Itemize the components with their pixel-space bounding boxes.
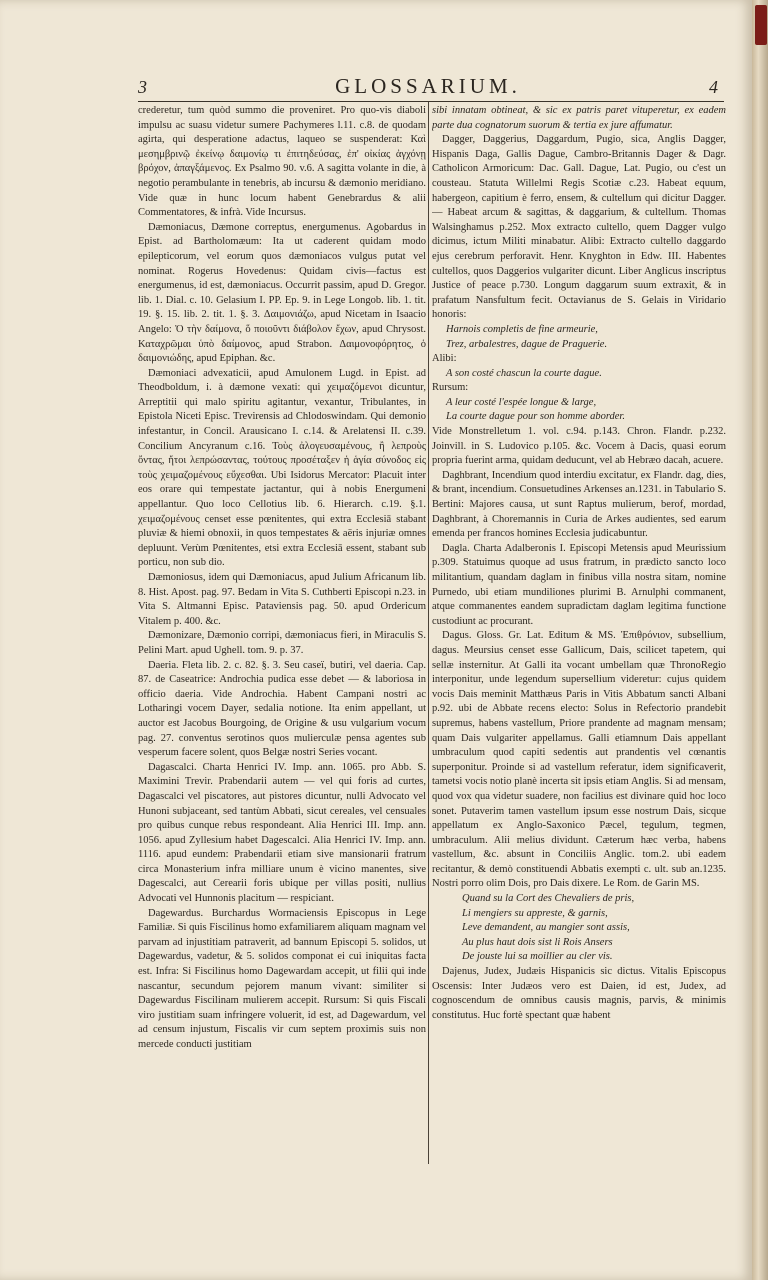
verse-line: La courte dague pour son homme aborder. (446, 411, 625, 423)
page-number-right: 4 (709, 77, 718, 97)
header-rule (138, 101, 724, 102)
page-header (138, 74, 718, 100)
verse-line: A leur costé l'espée longue & large, (446, 396, 597, 408)
entry-dajenus: Dajenus, Judex, Judæis Hispanicis sic dictus. Vitalis Episcopus Oscensis: Inter Judæos vero est Daien, id est, Judex, ad cognoscendum de omnibus causis magnis, parvis, & minimis constitutus. Huc fortè spectant quæ habent (432, 966, 726, 1021)
entry-daemoniaci-advexaticii: Dæmoniaci advexaticii, apud Amulonem Lugd. in Epist. ad Theodboldum, i. à dæmone vexati: qui χειμαζόμενοι dicuntur, Arreptitii qui malo spiritu agitantur, vexantur, Tribulantes, in Epistola Niceti Episc. Trevirensis ad Chlodoswindam. Qui demonio infestantur, in Concil. Arausicano I. c.14. & Arelatensi II. c.39. Concilium Ancyranum c.16. Τοὺς ἀλογευσαμένους, ἢ λεπροὺς ὄντας, ἤτοι λεπρώσαντας, τούτους προσέταξεν ἡ ἁγία σύνοδος εἰς τοὺς χειμαζομένους εὔχεσθαι. Ubi Isidorus Mercator: Placuit inter eos orare qui tempestate jactantur, qui à nobis Energumeni appellantur. Quo loco Cellotius lib. 6. Hierarch. c.19. §.1. χειμαζομένους censet esse pœnitentes, qui extra Ecclesiā stabant pluviæ & hiemi obnoxii, in quos tempestates & aëris injuriæ omnes depluunt. Verùm Pœnitentes, etsi extra Ecclesiā essent, stabant sub porticu, non sub dio. (138, 367, 426, 569)
entry-daemoniacus: Dæmoniacus, Dæmone correptus, energumenus. Agobardus in Epist. ad Bartholomæum: Ita ut caderent quidam modo epilepticorum, vel eorum quos dæmoniacos vulgus putat vel nominat. Rogerus Hovedenus: Quidam civis—factus est energumenus, id est, dæmoniacus. Occurrit passim, apud D. Gregor. lib. 1. Dial. c. 10. Gelasium I. PP. Ep. 9. in Lege Longob. lib. 1. tit. 19. §. 15. lib. 2. tit. 1. §. 3. Δαιμονιάζω, apud Nicetam in Isaacio Angelo: Ὁ τὴν δαίμονα, ὅ ποιοῦντι διάβολον ἔχων, apud Chrysost. Καταχρῶμαι ὑπὸ δαίμονος, apud Strabon. Δαιμονοφόρητος, ὁ δαιμονιώδης, apud Epiphan. &c. (138, 221, 426, 365)
right-column (432, 104, 726, 1164)
verse-line: Trez, arbalestres, dague de Praguerie. (446, 338, 608, 350)
paragraph: Alibi: (432, 353, 457, 365)
running-title: GLOSSARIUM. (335, 74, 521, 98)
entry-dagger: Dagger, Daggerius, Daggardum, Pugio, sica, Anglis Dagger, Hispanis Daga, Gallis Dague, Cambro-Britannis Dager & Dagr. Catholicon Armoricum: Dac. Gall. Dague, Lat. Pugio, ou c'est un cousteau. Statuta Willelmi Regis Scotiæ c.23. Habeat equum, habergeon, capitium è ferro, ensem, & cultellum qui dicitur Dagger. — Habeat arcum & sagittas, & daggarium, & cultellum. Thomas Walsinghamus p.252. Mox extracto cultello, quem Dagger vulgo dicimus, ictum Militi minabatur. Alibi: Extracto cultello daggardo ejus cerebrum perforavit. Henr. Knyghton in Edw. III. Habentes cultellos, quos Daggerios vulgariter dicunt. Liber Anglicus inscriptus Justice of peace p.730. Longum daggarum suum extraxit, & in prafatum Nansfultum fecit. Octavianus de S. Gelais in Viridario honoris: (432, 134, 726, 321)
page-number-left: 3 (138, 77, 147, 97)
entry-daeria: Daeria. Fleta lib. 2. c. 82. §. 3. Seu caseï, butiri, vel daeria. Cap. 87. de Caseatrice: Androchia pudica esse debet — & laboriosa in officio daeria. Vide Androchia. Habent Campani nostri ac Lotharingi vocem Dayer, sedalia notione. Ita enim appellant, ut auctor est Jacobus Bourgoing, de Origine & usu vulgarium vocum pag. 27. conventus serotinos quos mulierculæ pensa agentes sub vesperum facere solent, quos Belgæ nostri Series vocant. (138, 659, 426, 759)
verse-line: Leve demandent, au mangier sont assis, (462, 922, 630, 934)
paragraph: crederetur, tum quòd summo die proveniret. Pro quo-vis diaboli impulsu ac suasu videtur sumere Pachymeres l.11. c.8. de quodam agirta, qui desperatione adactus, laqueo se suspenderat: Καὶ μεσημβρινῷ ἐκείνῳ δαιμονίῳ τι ἐπιτηδεύσας, ἐπ' οἰκίας ἀγχόνῃ βρόχον, ἀπαγξάμενος. Ex Psalmo 90. v.6. A sagitta volante in die, à negotio perambulante in tenebris, ab incursu & dæmonio meridiano. Vide quæ in hunc locum habent Genebrardus & alii Commentatores, & infrà. Vide Incursus. (138, 105, 426, 219)
paragraph: Rursum: (432, 382, 469, 394)
entry-dagewardus: Dagewardus. Burchardus Wormaciensis Episcopus in Lege Familiæ. Si quis Fiscilinus homo exfamiliarem aliquam magnam vel parvam ad injustitiam patraverit, ad bannum Episcopi 5. solidos, ut Dagewardus, vadetur, & 5. solidos componat ei cui iniquitas facta est. Infra: Si Fiscilinus homo Dagewardam accepit, ut filii qui inde nascantur, secundum pejorem manum vivant: similiter si Dagewardus Fiscilinam mulierem accepit. Rursum: Si quis Fiscali viro justitiam suam infringere voluerit, id est, ad Dagewardum, vel ad censum injustum, Fiscalis vir cum septem proximis suis non mercede conducti justitiam (138, 907, 426, 1050)
verse-line: Harnois completis de fine armeurie, (446, 323, 598, 335)
entry-daemonizare: Dæmonizare, Dæmonio corripi, dæmoniacus fieri, in Miraculis S. Pelini Mart. apud Ughell. tom. 9. p. 37. (138, 630, 426, 656)
verse-line: Quand su la Cort des Chevaliers de pris, (462, 893, 635, 905)
entry-daemoniosus: Dæmoniosus, idem qui Dæmoniacus, apud Julium Africanum lib. 8. Hist. Apost. pag. 97. Bedam in Vita S. Cuthberti Episcopi n.23. in Vita S. Altmanni Episc. Pataviensis pag. 50. apud Ordericum Vitalem p. 400. &c. (138, 572, 426, 627)
verse-line: Au plus haut dois sist li Rois Ansers (462, 936, 613, 948)
paragraph: Vide Monstrelletum 1. vol. c.94. p.143. Chron. Flandr. p.232. Joinvill. in S. Ludovico p.105. &c. Vocem à Dacis, quasi eorum propria fuerint arma, quidam deducunt, vel ab Hebræo dacah, acuere. (432, 426, 726, 467)
page-edge (752, 0, 768, 1280)
left-column (138, 104, 426, 1164)
entry-dagla: Dagla. Charta Adalberonis I. Episcopi Metensis apud Meurissium p.309. Statuimus quoque ad usus fratrum, in prædicto sancto loco militantium, quandam daglam in finibus villa nostra sitam, nomine Purnedo, ubi etiam mundiliones plurimi B. Arnulphi commanent, atque commanentes eandem supradictam daglam legitima functione custodiunt ac procurant. (432, 542, 726, 627)
paragraph: sibi innatam obtineat, & sic ex patris paret vituperetur, ex eadem parte dua cognatorum suorum & tertia ex jure affumatur. (432, 105, 726, 131)
column-divider (428, 102, 429, 1164)
verse-line: Li mengiers su appreste, & garnis, (462, 907, 608, 919)
entry-dagascalci: Dagascalci. Charta Henrici IV. Imp. ann. 1065. pro Abb. S. Maximini Trevir. Prabendarii autem — vel qui foris ad curtes, Dagascalci vel piscatores, aut pistores dicuntur, nulli Advocato vel Hunoni subjaceant, sed tantùm Abbati, sicut cereales, vel censuales pro quibus cunque rebus respondeant. Alia Henrici III. Imp. ann. 1056. apud Zyllesium habet Dagescalci. Alia Henrici IV. Imp. ann. 1116. apud eundem: Prabendarii etiam sive mansionarii fratrum circa Monasterium infra milliare unum è vicino manentes, sive Dagescalci, aut Cerearii foris ubique per villas positi, nullius Advocati vel Hunnonis placitum — respiciant. (138, 761, 426, 905)
entry-dagus: Dagus. Gloss. Gr. Lat. Editum & MS. Ἐπιθρόνιον, subsellium, dagus. Meursius censet esse Gallicum, Dais, scilicet tapetem, qui sellæ insternitur. At Galli ita vocant umbellam quæ ThronoRegio interponitur, unde legendum supersellium videretur: cujus quidem vocis Dais meminit Matthæus Paris in Vitis Abbatum sancti Albani p.92. ubi de Abbate recens electo: Solus in Refectorio prandebit supremus, habens vastellum, Priore prandente ad magnam mensam; quam Dais vulgariter appellamus. Galli etiamnum Dais appellant umbraculum quod capiti sedentis aut prandentis vel cœnantis superponitur. Proinde si ad vastellum referatur, idem significaverit, tametsi vocis notio planè incerta sit ipsis etiam Anglis. Si ad mensam, quod vox qua videtur suadere, non facilius est divinare quid hoc loco sonet. Putaverim tamen vastellum ipsum esse nostrum Dais, sicque appellatum ex Anglo-Saxonico Pæcel, tegulum, tegmen, umbraculum. Alii melius dividunt. Cæterum hæc verba, habens vastellum, &c. absunt in Conciliis Anglic. tom.2. ubi eadem recitantur, & demò constituendi Abbatis exempti c. ult. sub an.1235. Nostri porro olim Dois, pro Dais dixere. Le Rom. de Garin MS. (432, 630, 726, 890)
verse-line: A son costé chascun la courte dague. (446, 367, 602, 379)
verse-line: De jouste lui sa moillier au cler vis. (462, 951, 613, 963)
entry-daghbrant: Daghbrant, Incendium quod interdiu excitatur, ex Flandr. dag, dies, & brant, incendium. Consuetudines Arkenses an.1231. in Tabulario S. Bertini: Majores causa, ut sunt Raptus mulierum, berof, mordad, Daghbrant, à Choremannis in Curia de Arkes audientes, sed earum emenda per francos homines Ecclesia judicabuntur. (432, 469, 726, 540)
binding-strip (755, 5, 767, 45)
